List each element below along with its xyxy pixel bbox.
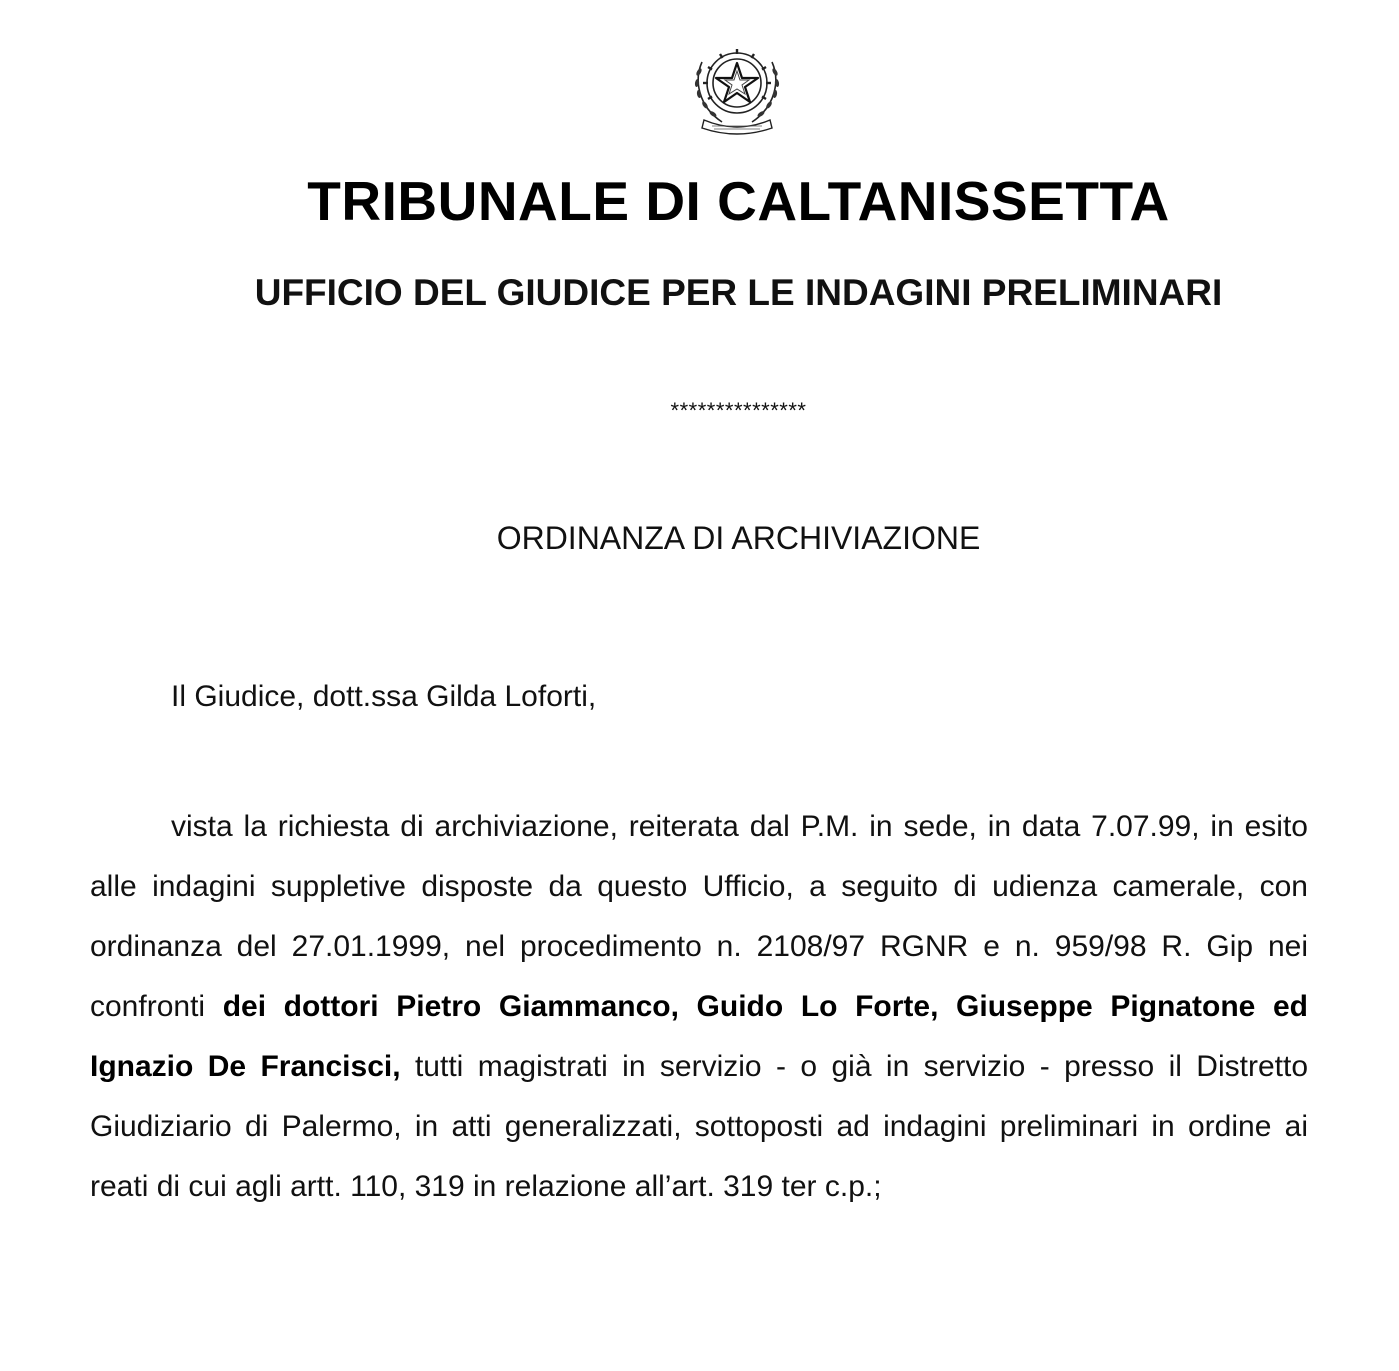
paragraph-text-after: tutti magistrati in servizio - o già in servizio - presso il Distretto Giudiziario di Palermo, in atti generalizzati, sottoposti ad indagini preliminari in ordine ai reati di cui agli artt. 110, 319 in relazione all’art. 319 ter c.p.; bbox=[90, 1050, 1309, 1203]
judge-line: Il Giudice, dott.ssa Gilda Loforti, bbox=[171, 680, 597, 713]
body-paragraph bbox=[90, 797, 1308, 1217]
paragraph-text-before: vista la richiesta di archiviazione, reiterata dal P.M. in sede, in data 7.07.99, in esito alle indagini suppletive disposte da questo Ufficio, a seguito di udienza camerale, con ordinanza del 27.01.1999, nel procedimento n. 2108/97 RGNR e n. 959/98 R. Gip nei confronti bbox=[90, 810, 1308, 1023]
separator-asterisks: *************** bbox=[670, 398, 807, 423]
office-subtitle: UFFICIO DEL GIUDICE PER LE INDAGINI PRELIMINARI bbox=[254, 272, 1223, 313]
paragraph-text-bold-names: dei dottori Pietro Giammanco, Guido Lo Forte, Giuseppe Pignatone ed Ignazio De Francisci, bbox=[90, 990, 1308, 1083]
court-name: TRIBUNALE DI CALTANISSETTA bbox=[307, 170, 1170, 232]
document-type-heading: ORDINANZA DI ARCHIVIAZIONE bbox=[496, 520, 981, 556]
emblem-of-italy-icon bbox=[688, 36, 786, 138]
